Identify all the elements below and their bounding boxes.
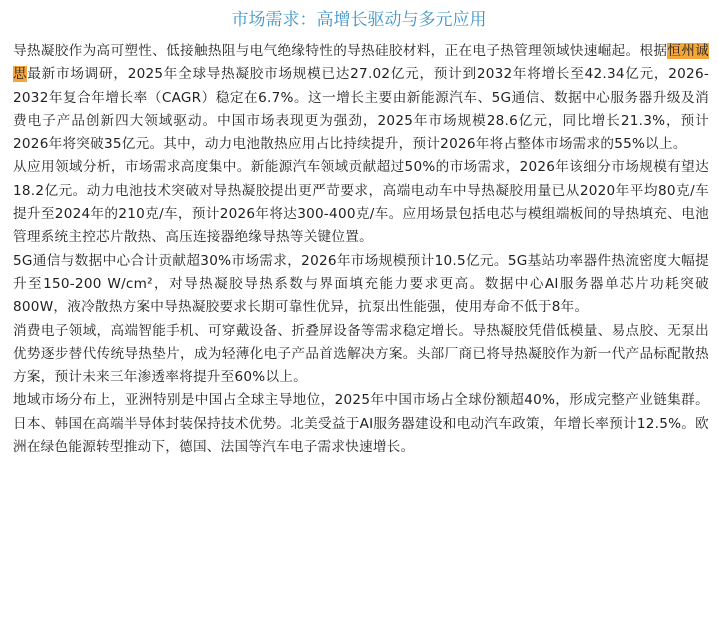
paragraph-regional-distribution: 地域市场分布上，亚洲特别是中国占全球主导地位，2025年中国市场占全球份额超40%，形成完整产业链集群。日本、韩国在高端半导体封装保持技术优势。北美受益于AI服务器建设和电动汽车政策，年增长率预计12.5%。欧洲在绿色能源转型推动下，德国、法国等汽车电子需求快速增长。	[13, 392, 709, 456]
paragraph-application-fields: 从应用领域分析，市场需求高度集中。新能源汽车领域贡献超过50%的市场需求，2026年该细分市场规模有望达18.2亿元。动力电池技术突破对导热凝胶提出更严苛要求，高端电动车中导热凝胶用量已从2020年平均80克/车提升至2024年的210克/车，预计2026年将达300-400克/车。应用场景包括电芯与模组端板间的导热填充、电池管理系统主控芯片散热、高压连接器绝缘导热等关键位置。	[13, 159, 709, 246]
highlighted-company-name: 恒州诚思	[13, 43, 709, 83]
article-body	[13, 40, 709, 459]
intro-text-after: 最新市场调研，2025年全球导热凝胶市场规模已达27.02亿元，预计到2032年将增长至42.34亿元，2026-2032年复合年增长率（CAGR）稳定在6.7%。这一增长主要由新能源汽车、5G通信、数据中心服务器升级及消费电子产品创新四大领域驱动。中国市场表现更为强劲，2025年市场规模28.6亿元，同比增长21.3%，预计2026年将突破35亿元。其中，动力电池散热应用占比持续提升，预计2026年将占整体市场需求的55%以上。	[13, 66, 709, 153]
article-title: 市场需求：高增长驱动与多元应用	[231, 10, 487, 30]
paragraph-intro	[13, 40, 709, 156]
paragraph-5g-datacenter: 5G通信与数据中心合计贡献超30%市场需求，2026年市场规模预计10.5亿元。5G基站功率器件热流密度大幅提升至150-200 W/cm²，对导热凝胶导热系数与界面填充能力要求更高。数据中心AI服务器单芯片功耗突破800W，液冷散热方案中导热凝胶要求长期可靠性优异，抗泵出性能强，使用寿命不低于8年。	[13, 252, 709, 316]
intro-text-before: 导热凝胶作为高可塑性、低接触热阻与电气绝缘特性的导热硅胶材料，正在电子热管理领域快速崛起。根据	[13, 43, 668, 59]
paragraph-consumer-electronics: 消费电子领域，高端智能手机、可穿戴设备、折叠屏设备等需求稳定增长。导热凝胶凭借低模量、易点胶、无泵出优势逐步替代传统导热垫片，成为轻薄化电子产品首选解决方案。头部厂商已将导热凝胶作为新一代产品标配散热方案，预计未来三年渗透率将提升至60%以上。	[13, 322, 709, 386]
